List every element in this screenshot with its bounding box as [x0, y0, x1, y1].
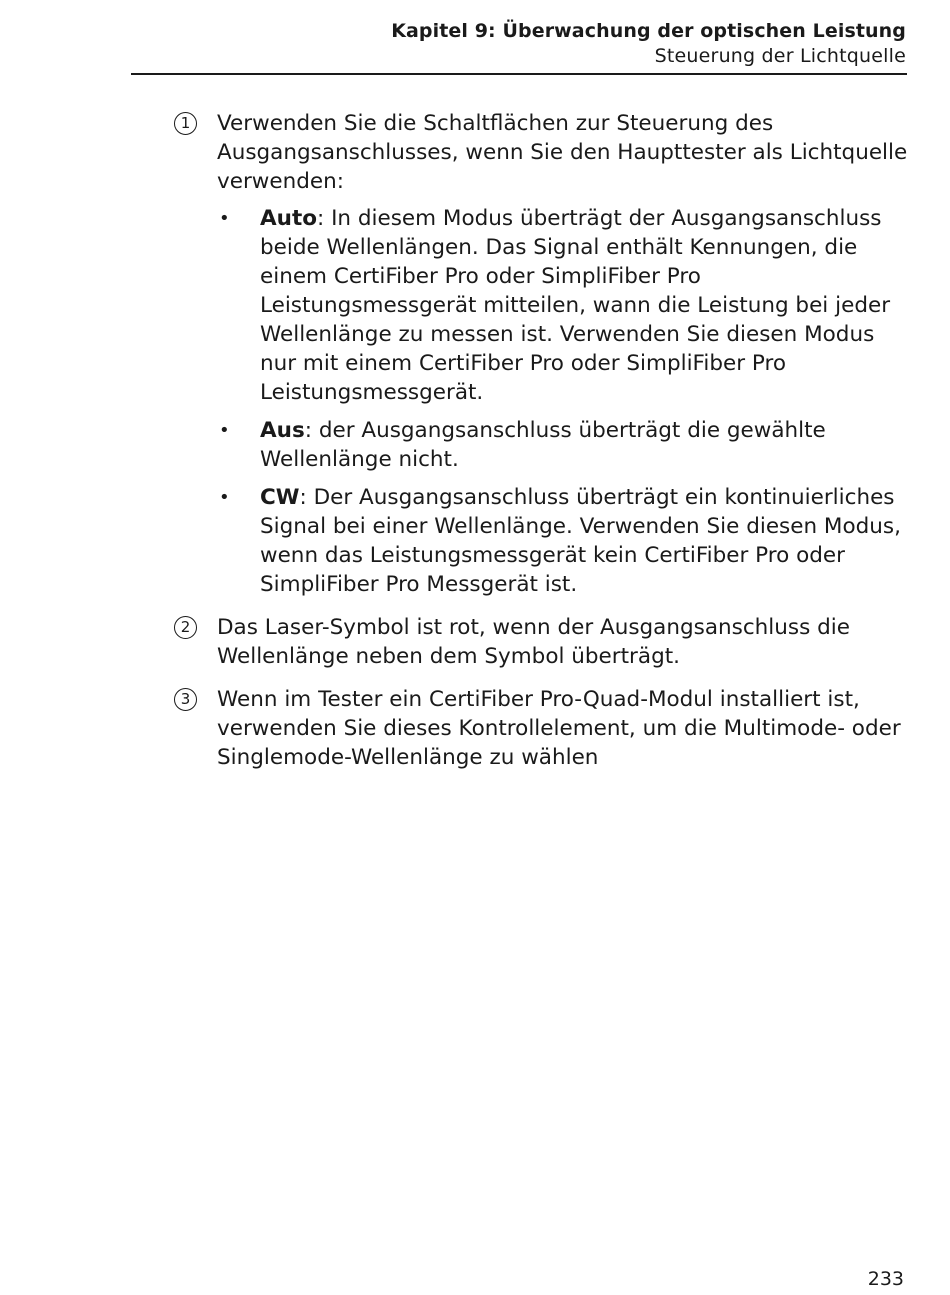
mode-desc-cw: : Der Ausgangsanschluss überträgt ein kontinuierliches Signal bei einer Wellenlänge. Verwenden Sie diesen Modus, wenn das Leistungsmessgerät kein CertiFiber Pro oder SimpliFiber Pro Messgerät ist. — [260, 485, 901, 597]
mode-item-aus — [217, 416, 912, 474]
mode-term-aus: Aus — [260, 418, 305, 443]
running-header — [206, 18, 906, 68]
callout-number-2: 2 — [174, 616, 197, 639]
callout-text-2: Das Laser-Symbol ist rot, wenn der Ausgangsanschluss die Wellenlänge neben dem Symbol überträgt. — [217, 615, 850, 669]
bullet-icon: • — [219, 208, 230, 229]
mode-desc-auto: : In diesem Modus überträgt der Ausgangsanschluss beide Wellenlängen. Das Signal enthält Kennungen, die einem CertiFiber Pro oder SimpliFiber Pro Leistungsmessgerät mitteilen, wann die Leistung bei jeder Wellenlänge zu messen ist. Verwenden Sie diesen Modus nur mit einem CertiFiber Pro oder SimpliFiber Pro Leistungsmessgerät. — [260, 206, 891, 405]
chapter-title: Kapitel 9: Überwachung der optischen Leistung — [391, 20, 906, 42]
mode-item-cw — [217, 483, 912, 599]
callout-list — [172, 109, 912, 786]
callout-number-3: 3 — [174, 688, 197, 711]
callout-number-1: 1 — [174, 112, 197, 135]
page-number: 233 — [867, 1268, 904, 1290]
header-rule — [131, 73, 907, 75]
mode-term-auto: Auto — [260, 206, 317, 231]
mode-term-cw: CW — [260, 485, 300, 510]
callout-item-3 — [172, 685, 912, 772]
mode-list — [217, 204, 912, 599]
callout-item-1 — [172, 109, 912, 599]
bullet-icon: • — [219, 420, 230, 441]
mode-item-auto — [217, 204, 912, 407]
callout-text-3: Wenn im Tester ein CertiFiber Pro-Quad-Modul installiert ist, verwenden Sie dieses Kontrollelement, um die Multimode- oder Singlemode-Wellenlänge zu wählen — [217, 687, 901, 770]
callout-item-2 — [172, 613, 912, 671]
callout-text-1: Verwenden Sie die Schaltflächen zur Steuerung des Ausgangsanschlusses, wenn Sie den Haupttester als Lichtquelle verwenden: — [217, 111, 908, 194]
section-title: Steuerung der Lichtquelle — [654, 45, 906, 67]
mode-desc-aus: : der Ausgangsanschluss überträgt die gewählte Wellenlänge nicht. — [260, 418, 826, 472]
bullet-icon: • — [219, 487, 230, 508]
